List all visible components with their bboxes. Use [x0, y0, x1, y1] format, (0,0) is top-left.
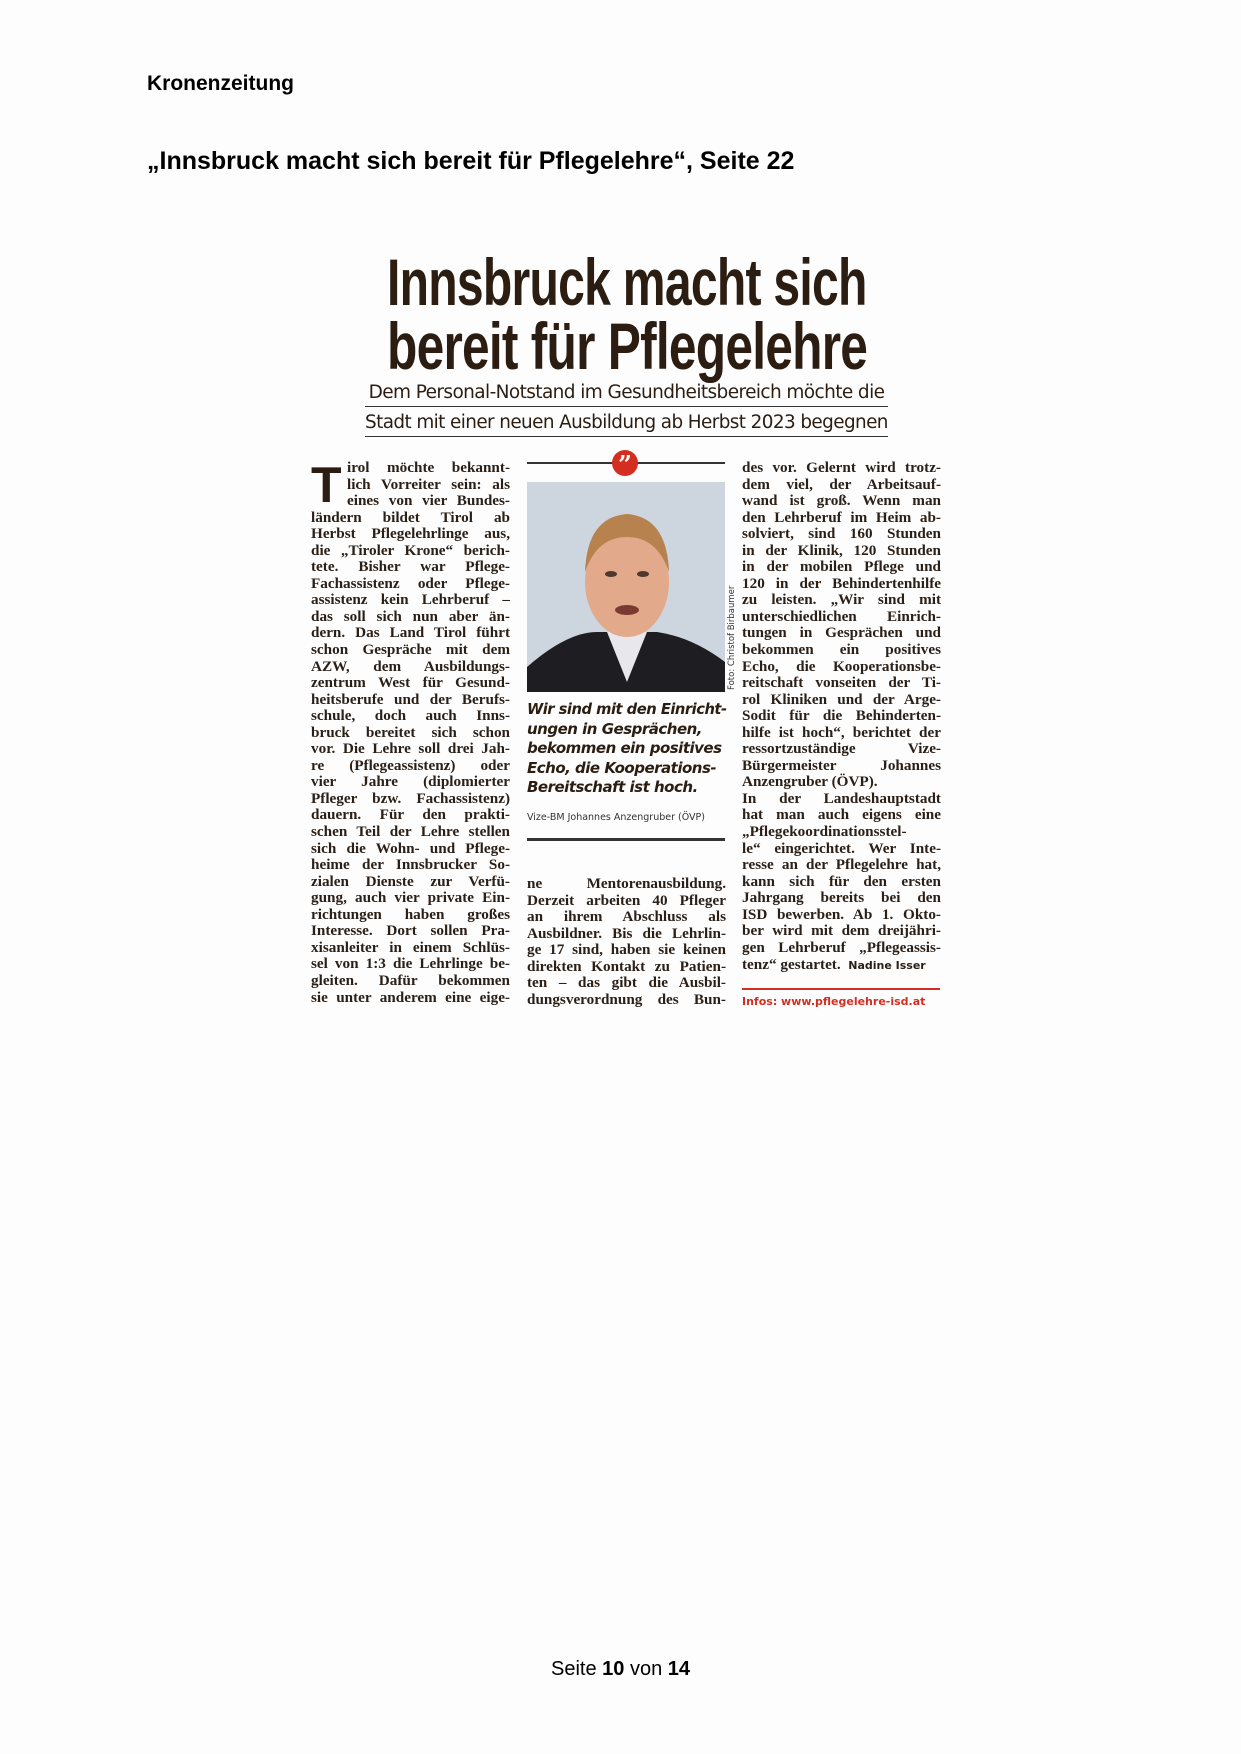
total-pages: 14	[667, 1658, 691, 1680]
text-line: rol Kliniken und der Arge-	[742, 690, 941, 708]
text-line: direkten Kontakt zu Patien-	[527, 957, 726, 975]
text-line: resse an der Pflegelehre hat,	[742, 856, 941, 874]
subhead-line-1: Dem Personal-Notstand im Gesundheitsbereich möchte die	[365, 380, 888, 407]
text-line: Bürgermeister Johannes	[742, 756, 941, 774]
text-line: zentrum West für Gesund-	[311, 674, 510, 692]
text-line: sich die Wohn- und Pflege-	[311, 839, 510, 857]
text-line: re (Pflegeassistenz) oder	[311, 756, 510, 774]
text-line: dern. Das Land Tirol führt	[311, 624, 510, 642]
text-line: ländern bildet Tirol ab	[311, 508, 510, 526]
text-line: assistenz kein Lehrberuf –	[311, 591, 510, 609]
article-column-1	[311, 457, 510, 1006]
text-line: schen Teil der Lehre stellen	[311, 823, 510, 841]
info-link[interactable]: Infos: www.pflegelehre-isd.at	[742, 995, 926, 1008]
text-line: xisanleiter in einem Schlüs-	[311, 938, 510, 956]
text-line: 120 in der Behindertenhilfe	[742, 574, 941, 592]
text-line: gung, auch vier private Ein-	[311, 889, 510, 907]
publication-name: Kronenzeitung	[147, 72, 294, 95]
divider	[742, 988, 940, 990]
page-prefix: Seite	[550, 1658, 597, 1680]
divider	[527, 838, 725, 841]
text-line: Anzengruber (ÖVP).	[742, 773, 878, 791]
page-number	[0, 1658, 1241, 1681]
text-line: tete. Bisher war Pflege-	[311, 558, 510, 576]
text-line: „Pflegekoordinationsstel-	[742, 823, 907, 841]
quote-line: Bereitschaft ist hoch.	[527, 778, 698, 796]
text-line: hat man auch eigens eine	[742, 806, 941, 824]
text-line: sel von 1:3 die Lehrlinge be-	[311, 955, 510, 973]
text-line: vier Jahre (diplomierter	[311, 773, 510, 791]
headline-line-1: Innsbruck macht sich	[387, 245, 867, 319]
text-line: vor. Die Lehre soll drei Jah-	[311, 740, 510, 758]
text-line: das soll sich nun aber än-	[311, 607, 510, 625]
drop-cap: T	[311, 457, 342, 513]
document-title: „Innsbruck macht sich bereit für Pflegelehre“, Seite 22	[147, 147, 795, 175]
text-line: solviert, sind 160 Stunden	[742, 525, 941, 543]
text-line: sie unter anderem eine eige-	[311, 988, 510, 1006]
text-line: dauern. Für den prakti-	[311, 806, 510, 824]
text-line: bruck bereitet sich schon	[311, 723, 510, 741]
text-line: le“ eingerichtet. Wer Inte-	[742, 839, 941, 857]
text-line: AZW, dem Ausbildungs-	[311, 657, 510, 675]
text-line: Fachassistenz oder Pflege-	[311, 574, 510, 592]
headline-line-2: bereit für Pflegelehre	[387, 309, 868, 383]
text-line: Echo, die Kooperationsbe-	[742, 657, 941, 675]
subhead-line-2: Stadt mit einer neuen Ausbildung ab Herbst 2023 begegnen	[365, 410, 888, 437]
text-line: kann sich für den ersten	[742, 872, 941, 890]
text-line: heime der Innsbrucker So-	[311, 856, 510, 874]
text-line: eines von vier Bundes-	[347, 492, 510, 510]
text-line: tungen in Gesprächen und	[742, 624, 941, 642]
text-line: des vor. Gelernt wird trotz-	[742, 459, 941, 476]
text-line: Interesse. Dort sollen Pra-	[311, 922, 510, 940]
text-line: schule, doch auch Inns-	[311, 707, 510, 725]
text-line: Sodit für die Behinderten-	[742, 707, 941, 725]
quote-line: Wir sind mit den Einricht-	[527, 700, 727, 718]
quote-attribution: Vize-BM Johannes Anzengruber (ÖVP)	[527, 812, 705, 823]
text-line: heitsberufe und der Berufs-	[311, 690, 510, 708]
article-column-3	[742, 460, 941, 956]
text-line: In der Landeshauptstadt	[742, 789, 941, 807]
quote-mark-icon: ”	[612, 450, 638, 476]
text-line: hilfe ist hoch“, berichtet der	[742, 723, 941, 741]
text-line: in der Klinik, 120 Stunden	[742, 541, 941, 559]
article-closing-line	[742, 957, 941, 974]
portrait-photo	[527, 482, 725, 692]
text-line: reitschaft vonseiten der Ti-	[742, 674, 941, 692]
quote-line: Echo, die Kooperations-	[527, 758, 717, 777]
pull-quote	[527, 700, 727, 798]
text-line: ISD bewerben. Ab 1. Okto-	[742, 905, 941, 923]
text-line: unterschiedlichen Einrich-	[742, 607, 941, 625]
text-line: Jahrgang bereits bei den	[742, 889, 941, 907]
text-line: zu leisten. „Wir sind mit	[742, 591, 941, 609]
text-line: zialen Dienste zur Verfü-	[311, 872, 510, 890]
text-line: dungsverordnung des Bun-	[527, 990, 726, 1008]
author-name: Nadine Isser	[848, 959, 926, 972]
text-line: gen Lehrberuf „Pflegeassis-	[742, 938, 941, 956]
text-line: Ausbildner. Bis die Lehrlin-	[527, 924, 726, 942]
text-line: ressortzuständige Vize-	[742, 740, 941, 758]
text-line: gleiten. Dafür bekommen	[311, 971, 510, 989]
text-line: richtungen haben großes	[311, 905, 510, 923]
photo-credit: Foto: Christof Birbaumer	[727, 585, 737, 690]
text-line: in der mobilen Pflege und	[742, 558, 941, 576]
text-line: ge 17 sind, haben sie keinen	[527, 941, 726, 959]
text-line: irol möchte bekannt-	[347, 459, 510, 476]
text-line: ten – das gibt die Ausbil-	[527, 974, 726, 992]
text-line: die „Tiroler Krone“ berich-	[311, 541, 510, 559]
text-line: den Lehrberuf im Heim ab-	[742, 508, 941, 526]
text-line: Herbst Pflegelehrlinge aus,	[311, 525, 510, 543]
text-line: lich Vorreiter sein: als	[347, 475, 510, 493]
text-line: schon Gespräche mit dem	[311, 641, 510, 659]
quote-line: ungen in Gesprächen,	[527, 719, 703, 738]
text-line: Derzeit arbeiten 40 Pfleger	[527, 891, 726, 909]
text-line: ne Mentorenausbildung.	[527, 875, 726, 892]
text-line: dem viel, der Arbeitsauf-	[742, 475, 941, 493]
text-line: bekommen ein positives	[742, 641, 941, 659]
text-line: ber wird mit dem dreijähri-	[742, 922, 941, 940]
page-separator: von	[629, 1658, 663, 1680]
current-page: 10	[602, 1658, 625, 1680]
quote-line: bekommen ein positives	[527, 739, 722, 757]
article-column-2	[527, 876, 726, 1008]
text-line: an ihrem Abschluss als	[527, 908, 726, 926]
text-line: Pfleger bzw. Fachassistenz)	[311, 789, 510, 807]
closing-text: tenz“ gestartet.	[742, 956, 841, 973]
text-line: wand ist groß. Wenn man	[742, 492, 941, 510]
